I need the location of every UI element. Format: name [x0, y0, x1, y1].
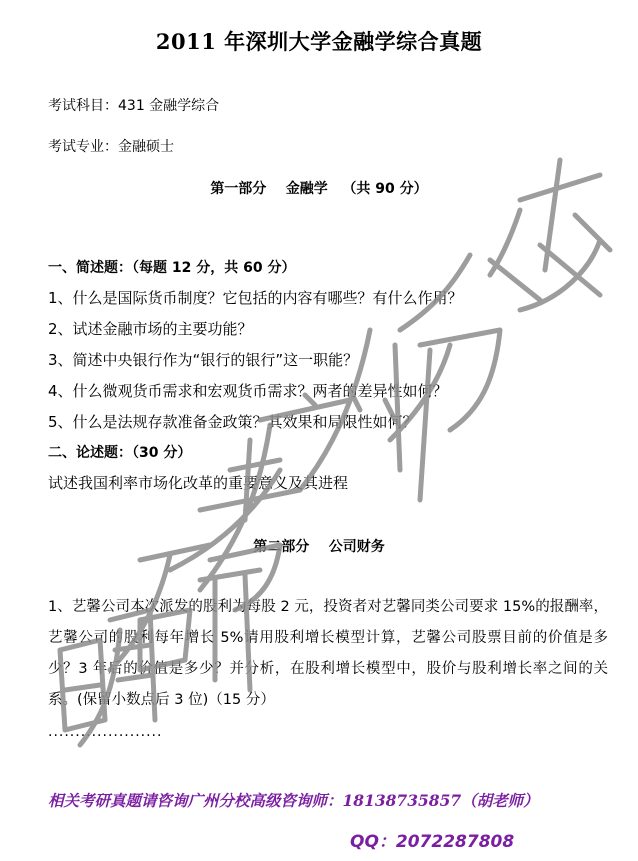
essay-question: 试述我国利率市场化改革的重要意义及其进程	[48, 474, 349, 492]
section1-heading: 一、简述题：（每题 12 分，共 60 分）	[48, 260, 296, 276]
contact-line: 相关考研真题请咨询广州分校高级咨询师：18138735857（胡老师）	[48, 791, 539, 810]
ellipsis: .....................	[48, 724, 163, 740]
exam-major: 考试专业：金融硕士	[48, 139, 174, 155]
document-title: 2011 年深圳大学金融学综合真题	[155, 29, 483, 54]
section2-heading: 二、论述题：（30 分）	[48, 445, 192, 461]
question-2: 2、试述金融市场的主要功能？	[48, 320, 253, 338]
question-5: 5、什么是法规存款准备金政策？其效果和局限性如何？	[48, 413, 418, 431]
part1-header: 第一部分 金融学 （共 90 分）	[210, 181, 428, 197]
exam-subject: 考试科目：431 金融学综合	[48, 98, 220, 114]
question-3: 3、简述中央银行作为“银行的银行”这一职能？	[48, 351, 359, 369]
question-1: 1、什么是国际货币制度？它包括的内容有哪些？有什么作用？	[48, 289, 463, 307]
finance-question: 1、艺馨公司本次派发的股利为每股 2 元，投资者对艺馨同类公司要求 15%的报酬率，艺馨公司的股利每年增长 5%请用股利增长模型计算，艺馨公司股票目前的价值是多少？3 年后的价值是多少？并分析，在股利增长模型中，股价与股利增长率之间的关系。(保留小数点后 3 位)（15 分）	[48, 599, 608, 708]
question-4: 4、什么微观货币需求和宏观货币需求？两者的差异性如何？	[48, 382, 448, 400]
part2-header: 第二部分 公司财务	[253, 539, 385, 555]
qq-line: QQ：2072287808	[350, 832, 515, 852]
